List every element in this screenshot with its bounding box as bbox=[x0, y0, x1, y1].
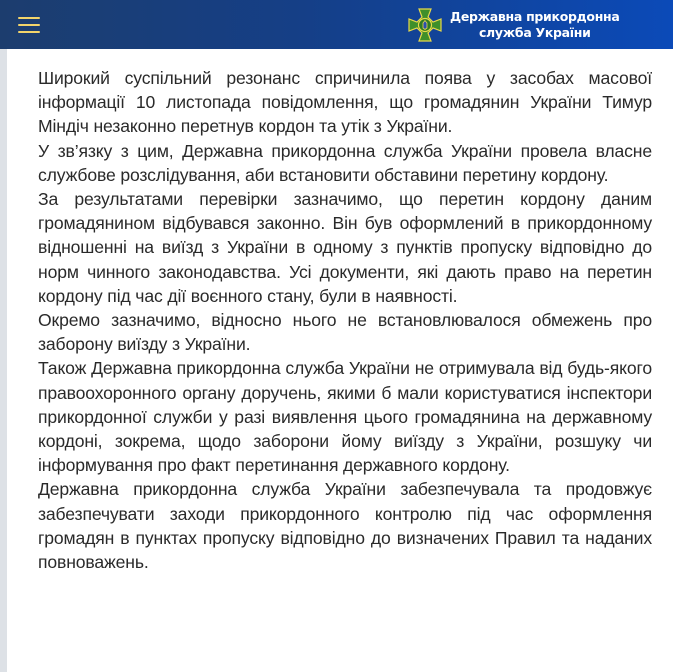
hamburger-menu-icon-bar bbox=[18, 31, 40, 33]
left-edge-strip bbox=[0, 49, 7, 672]
site-header bbox=[0, 0, 673, 49]
article-paragraph: За результатами перевірки зазначимо, що перетин кордону даним громадянином відбувався законно. Він був оформлений в прикордонному відношенні на виїзд з України в одному з пунктів пропуску відповідно до норм чинного законодавства. Усі документи, які дають право на перетин кордону під час дії воєнного стану, були в наявності. bbox=[38, 189, 652, 306]
site-logo-link[interactable] bbox=[408, 6, 620, 44]
hamburger-menu-icon-bar bbox=[18, 24, 40, 26]
article-paragraph: Окремо зазначимо, відносно нього не встановлювалося обмежень про заборону виїзду з України. bbox=[38, 310, 652, 355]
site-title-line2: служба України bbox=[478, 25, 591, 40]
hamburger-menu-icon-bar bbox=[18, 17, 40, 19]
article-paragraph: Широкий суспільний резонанс спричинила поява у засобах масової інформації 10 листопада повідомлення, що громадянин України Тимур Міндіч незаконно перетнув кордон та утік з України. bbox=[38, 68, 652, 137]
article-body bbox=[38, 66, 652, 574]
article-paragraph: Також Державна прикордонна служба України не отримувала від будь-якого правоохоронного органу доручень, якими б мали користуватися інспектори прикордонної служби у разі виявлення цього громадянина на державному кордоні, зокрема, щодо заборони йому виїзду з України, розшуку чи інформування про факт перетинання державного кордону. bbox=[38, 358, 652, 476]
article-paragraph: У зв’язку з цим, Державна прикордонна служба України провела власне службове розслідування, аби встановити обставини перетину кордону. bbox=[38, 140, 652, 185]
article-paragraph: Державна прикордонна служба України забезпечувала та продовжує забезпечувати заходи прикордонного контролю під час оформлення громадян в пунктах пропуску відповідно до визначених Правил та наданих повноважень. bbox=[38, 479, 652, 573]
hamburger-menu-button[interactable] bbox=[14, 10, 44, 38]
site-title-line1: Державна прикордонна bbox=[450, 9, 620, 24]
border-service-cross-emblem-icon bbox=[408, 8, 442, 42]
site-title bbox=[450, 9, 620, 41]
